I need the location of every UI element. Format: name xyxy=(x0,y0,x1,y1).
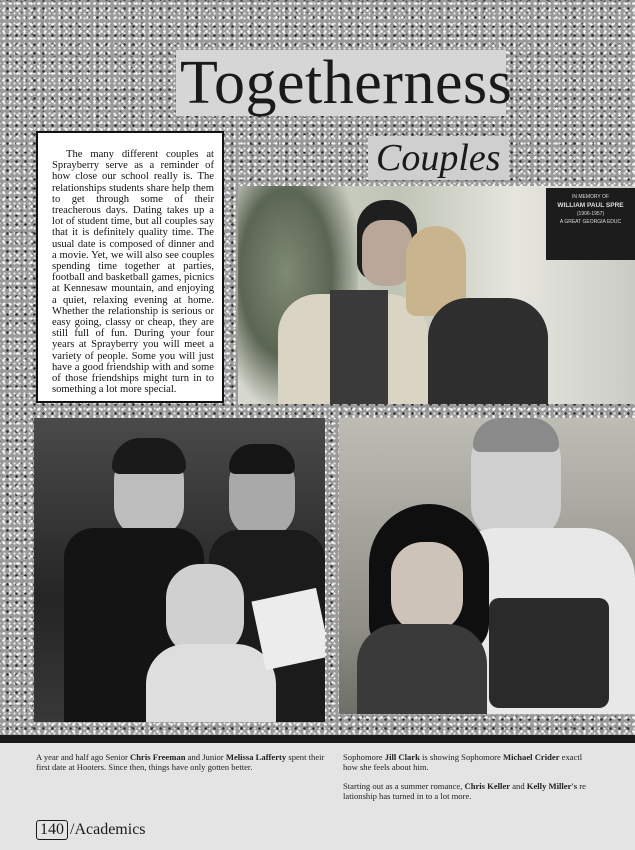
page-title-block xyxy=(176,49,513,117)
caption-right-top: Sophomore Jill Clark is showing Sophomore Michael Crider exactl how she feels about him. xyxy=(343,752,583,772)
page-folio xyxy=(36,820,146,840)
section-name: /Academics xyxy=(70,821,146,838)
memorial-plaque: IN MEMORY OF WILLIAM PAUL SPRE (1906-1957) A GREAT GEORGIA EDUC xyxy=(546,188,635,260)
page-title: Togetherness xyxy=(180,49,513,117)
photo-couple-hug xyxy=(339,418,635,714)
page-subtitle: Couples xyxy=(368,136,509,180)
photo-couple-seated xyxy=(34,418,325,722)
photo-couple-kiss xyxy=(238,186,635,404)
page-number: 140 xyxy=(36,820,68,840)
story-text: The many different couples at Sprayberry serve as a reminder of how close our school really is. The relationships students share help them to get through some of their treacherous days. Dating takes up a lot of student time, but all couples say that it is definitely quality time. The usual date is composed of dinner and a movie. Yet, we will also see couples spending time together at parties, football and basketball games, picnics at Kennesaw mountain, and enjoying a quiet, relaxing evening at home. Whether the relationship is serious or easy going, classy or cheap, they are still full of fun. During your four years at Sprayberry you will meet a variety of people. Some you will just have a good friendship with and some of those friendships might turn in to something a lot more special. xyxy=(52,149,214,396)
caption-right-bottom: Starting out as a summer romance, Chris Keller and Kelly Miller's re lationship has turned in to a lot more. xyxy=(343,781,586,801)
story-text-box xyxy=(36,131,224,403)
caption-left: A year and half ago Senior Chris Freeman and Junior Melissa Lafferty spent their first date at Hooters. Since then, things have only gotten better. xyxy=(36,752,325,772)
caption-divider-bar xyxy=(0,735,635,743)
